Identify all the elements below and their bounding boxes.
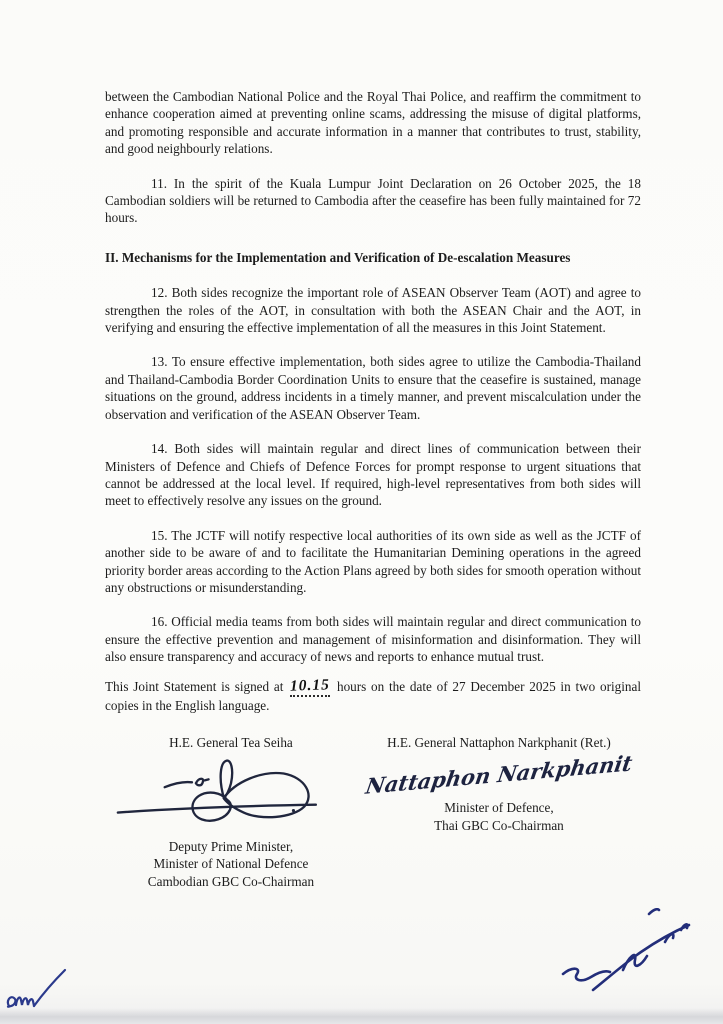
tea-seiha-signature-drawing xyxy=(113,754,349,834)
signatory-left-title-2: Minister of National Defence xyxy=(153,856,309,872)
signatory-left-name: H.E. General Tea Seiha xyxy=(169,735,293,751)
handwritten-initials-bottom-left xyxy=(2,966,74,1014)
handwritten-time-field xyxy=(289,675,331,697)
closing-text-after-time: hours on the date of 27 December 2025 in two original copies in the English language. xyxy=(105,678,642,713)
signatory-left-titles xyxy=(105,838,357,890)
paragraph-11: 11. In the spirit of the Kuala Lumpur Joint Declaration on 26 October 2025, the 18 Cambodian soldiers will be returned to Cambodia after the ceasefire has been fully maintained for 72 hours. xyxy=(105,175,641,226)
signatory-left-title-3: Cambodian GBC Co-Chairman xyxy=(147,873,315,889)
paragraph-12: 12. Both sides recognize the important role of ASEAN Observer Team (AOT) and agree to strengthen the roles of the AOT, in consultation with both the ASEAN Chair and the AOT, in verifying and ensuring the effective implementation of all the measures in this Joint Statement. xyxy=(105,285,641,336)
document-text-block xyxy=(105,88,641,890)
signatory-right-title-2: Thai GBC Co-Chairman xyxy=(434,817,564,833)
signatory-left-block xyxy=(105,734,357,890)
handwritten-initials-bottom-right xyxy=(553,908,705,1004)
paragraph-13: 13. To ensure effective implementation, both sides agree to utilize the Cambodia-Thailand and Thailand-Cambodia Border Coordination Units to ensure that the ceasefire is sustained, manage situations on the ground, address incidents in a timely manner, and prevent miscalculation under the observation and verification of the ASEAN Observer Team. xyxy=(105,354,641,422)
closing-statement xyxy=(105,675,642,715)
signature-blocks xyxy=(105,734,641,890)
section-heading: II. Mechanisms for the Implementation and Verification of De-escalation Measures xyxy=(105,249,571,265)
signatory-right-title-1: Minister of Defence, xyxy=(444,800,554,816)
signatory-right-name: H.E. General Nattaphon Narkphanit (Ret.) xyxy=(387,735,611,751)
nattaphon-signature-script: Nattaphon Narkphanit xyxy=(363,749,635,799)
paragraph-14: 14. Both sides will maintain regular and direct lines of communication between their Ministers of Defence and Chiefs of Defence Forces for prompt response to urgent situations that cannot be addressed at the local level. If required, high-level representatives from both sides will meet to effectively resolve any issues on the ground. xyxy=(105,441,641,509)
signatory-right-titles xyxy=(357,799,641,834)
paragraph-continuation: between the Cambodian National Police and the Royal Thai Police, and reaffirm the commitment to enhance cooperation aimed at preventing online scams, addressing the misuse of digital platforms, and promoting responsible and accurate information in a manner that contributes to trust, stability, and good neighbourly relations. xyxy=(105,89,641,157)
paragraph-15: 15. The JCTF will notify respective local authorities of its own side as well as the JCTF of another side to be aware of and to facilitate the Humanitarian Demining operations in the agreed priority border areas according to the Action Plans agreed by both sides for smooth operation without any obstructions or misunderstanding. xyxy=(105,527,641,595)
handwritten-time-value: 10.15 xyxy=(289,675,331,695)
signatory-left-title-1: Deputy Prime Minister, xyxy=(168,838,294,854)
closing-text-before-time: This Joint Statement is signed at xyxy=(105,678,284,694)
paragraph-16: 16. Official media teams from both sides will maintain regular and direct communication to ensure the effective prevention and management of misinformation and disinformation. They will also ensure transparency and accuracy of news and reports to enhance mutual trust. xyxy=(105,614,641,665)
signatory-right-block xyxy=(357,734,641,890)
scan-edge-shadow xyxy=(0,1008,723,1024)
